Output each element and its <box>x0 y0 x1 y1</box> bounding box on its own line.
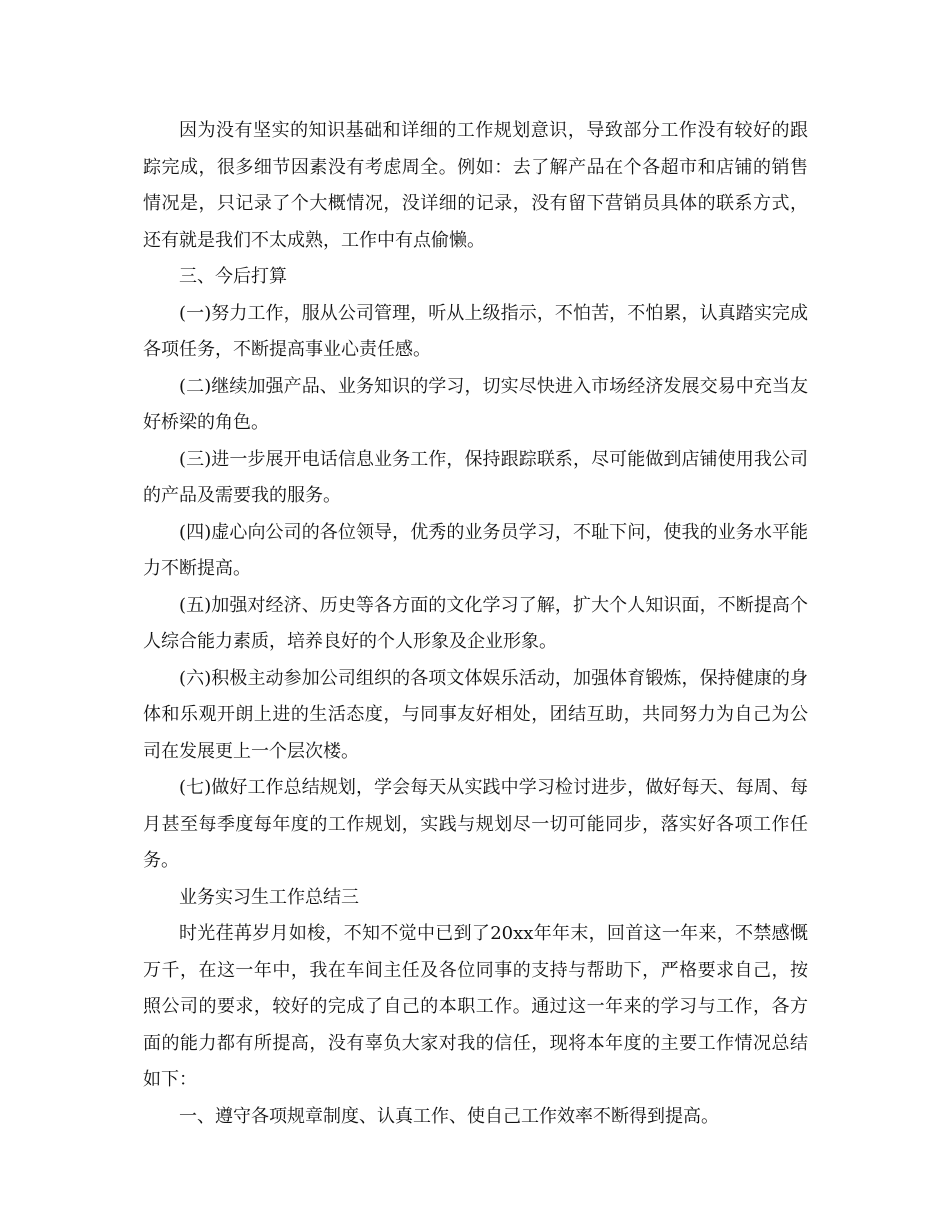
section-heading-plans: 三、今后打算 <box>179 266 287 287</box>
plan-item-2: (二)继续加强产品、业务知识的学习，切实尽快进入市场经济发展交易中充当友好桥梁的角色。 <box>143 375 808 433</box>
paragraph-summary: 时光荏苒岁月如梭，不知不觉中已到了20xx年年末，回首这一年来，不禁感慨万千，在这一年中，我在车间主任及各位同事的支持与帮助下，严格要求自己，按照公司的要求，较好的完成了自己的本职工作。通过这一年来的学习与工作，各方面的能力都有所提高，没有辜负大家对我的信任，现将本年度的主要工作情况总结如下： <box>143 923 808 1090</box>
document-page <box>143 113 808 1135</box>
plan-item-4: (四)虚心向公司的各位领导，优秀的业务员学习，不耻下问，使我的业务水平能力不断提高。 <box>143 521 808 579</box>
plan-item-6: (六)积极主动参加公司组织的各项文体娱乐活动，加强体育锻炼，保持健康的身体和乐观开朗上进的生活态度，与同事友好相处，团结互助，共同努力为自己为公司在发展更上一个层次楼。 <box>143 667 808 762</box>
plan-item-5: (五)加强对经济、历史等各方面的文化学习了解，扩大个人知识面，不断提高个人综合能力素质，培养良好的个人形象及企业形象。 <box>143 594 808 652</box>
plan-item-7: (七)做好工作总结规划，学会每天从实践中学习检讨进步，做好每天、每周、每月甚至每季度每年度的工作规划，实践与规划尽一切可能同步，落实好各项工作任务。 <box>143 777 808 871</box>
plan-item-1: (一)努力工作，服从公司管理，听从上级指示，不怕苦，不怕累，认真踏实完成各项任务，不断提高事业心责任感。 <box>143 302 808 360</box>
summary-point-1: 一、遵守各项规章制度、认真工作、使自己工作效率不断得到提高。 <box>179 1105 719 1127</box>
document-subtitle: 业务实习生工作总结三 <box>179 886 359 908</box>
paragraph-intro: 因为没有坚实的知识基础和详细的工作规划意识，导致部分工作没有较好的跟踪完成，很多细节因素没有考虑周全。例如：去了解产品在个各超市和店铺的销售情况是，只记录了个大概情况，没详细的记录，没有留下营销员具体的联系方式，还有就是我们不太成熟，工作中有点偷懒。 <box>143 120 808 251</box>
plan-item-3: (三)进一步展开电话信息业务工作，保持跟踪联系，尽可能做到店铺使用我公司的产品及需要我的服务。 <box>143 448 808 506</box>
